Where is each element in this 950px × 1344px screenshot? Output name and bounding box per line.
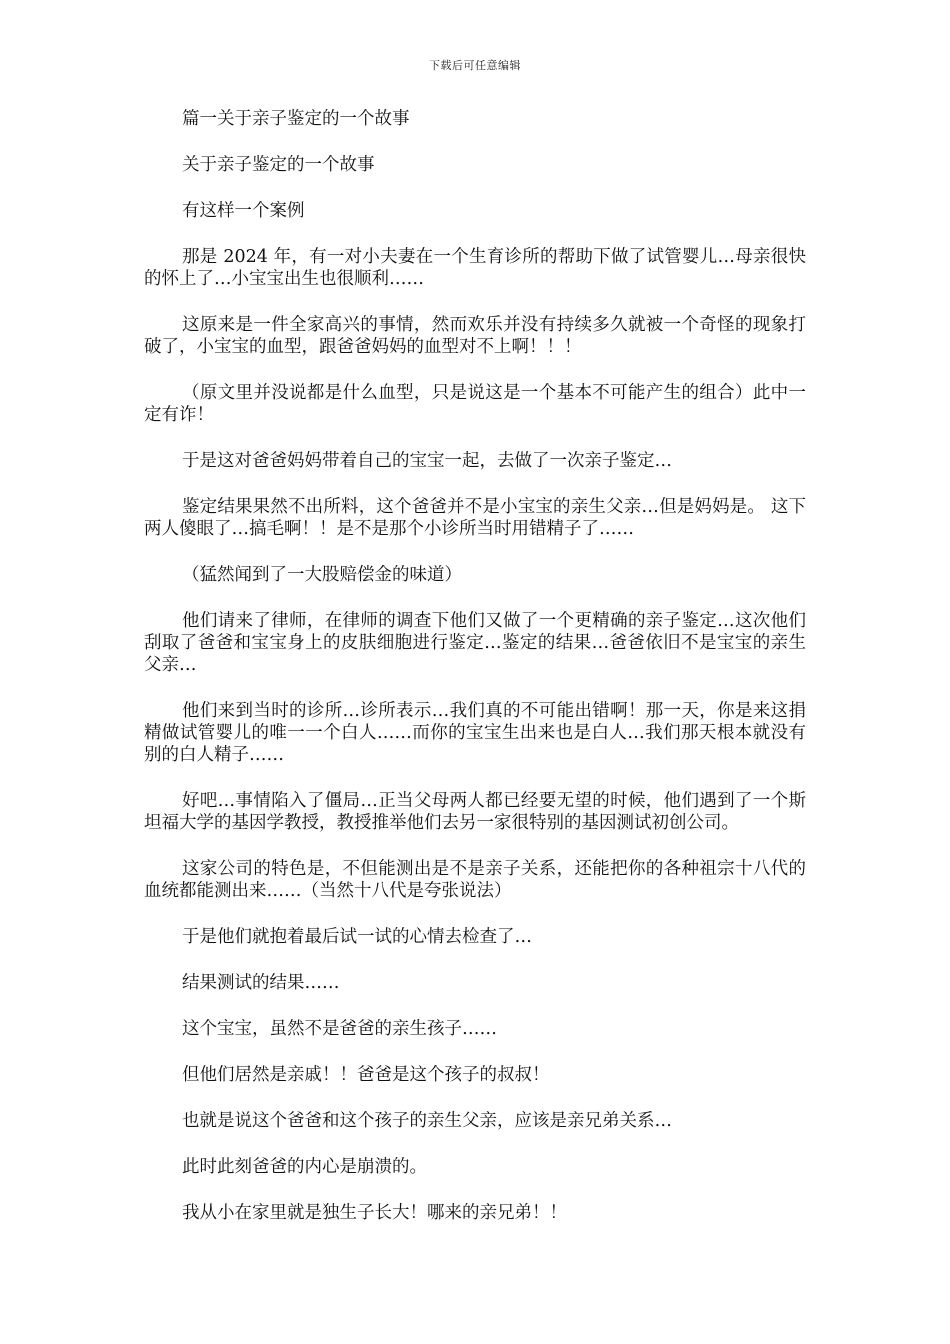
paragraph: 他们请来了律师，在律师的调查下他们又做了一个更精确的亲子鉴定…这次他们刮取了爸爸和宝宝身上的皮肤细胞进行鉴定…鉴定的结果…爸爸依旧不是宝宝的亲生父亲… [144, 611, 806, 675]
paragraph: 这个宝宝，虽然不是爸爸的亲生孩子…… [182, 1019, 497, 1039]
paragraph: 这原来是一件全家高兴的事情，然而欢乐并没有持续多久就被一个奇怪的现象打破了，小宝宝的血型，跟爸爸妈妈的血型对不上啊！！！ [144, 315, 806, 357]
paragraph: 结果测试的结果…… [182, 973, 340, 993]
paragraph: （原文里并没说都是什么血型，只是说这是一个基本不可能产生的组合）此中一定有诈！ [144, 383, 806, 425]
paragraph: 好吧…事情陷入了僵局…正当父母两人都已经要无望的时候，他们遇到了一个斯坦福大学的基因学教授，教授推举他们去另一家很特别的基因测试初创公司。 [144, 791, 806, 833]
paragraph: 有这样一个案例 [182, 201, 305, 221]
paragraph: 于是他们就抱着最后试一试的心情去检查了… [182, 927, 532, 947]
paragraph: 但他们居然是亲戚！！爸爸是这个孩子的叔叔！ [182, 1065, 550, 1085]
paragraph: （猛然闻到了一大股赔偿金的味道） [182, 565, 462, 585]
paragraph: 他们来到当时的诊所…诊所表示…我们真的不可能出错啊！那一天，你是来这捐精做试管婴儿的唯一一个白人……而你的宝宝生出来也是白人…我们那天根本就没有别的白人精子…… [144, 701, 806, 765]
paragraph: 我从小在家里就是独生子长大！哪来的亲兄弟！！ [182, 1203, 567, 1223]
paragraph: 这家公司的特色是，不但能测出是不是亲子关系，还能把你的各种祖宗十八代的血统都能测出来……（当然十八代是夸张说法） [144, 859, 806, 901]
document-body [144, 108, 806, 1248]
paragraph: 鉴定结果果然不出所料，这个爸爸并不是小宝宝的亲生父亲…但是妈妈是。 这下两人傻眼了…搞毛啊！！是不是那个小诊所当时用错精子了…… [144, 497, 806, 539]
article-subtitle: 关于亲子鉴定的一个故事 [182, 155, 375, 175]
article-title: 篇一关于亲子鉴定的一个故事 [182, 109, 410, 129]
paragraph: 也就是说这个爸爸和这个孩子的亲生父亲，应该是亲兄弟关系… [182, 1111, 672, 1131]
paragraph: 于是这对爸爸妈妈带着自己的宝宝一起，去做了一次亲子鉴定… [182, 451, 672, 471]
paragraph: 那是 2024 年，有一对小夫妻在一个生育诊所的帮助下做了试管婴儿…母亲很快的怀上了…小宝宝出生也很顺利…… [144, 247, 806, 289]
page-header-note: 下载后可任意编辑 [429, 59, 521, 72]
paragraph: 此时此刻爸爸的内心是崩溃的。 [182, 1157, 427, 1177]
